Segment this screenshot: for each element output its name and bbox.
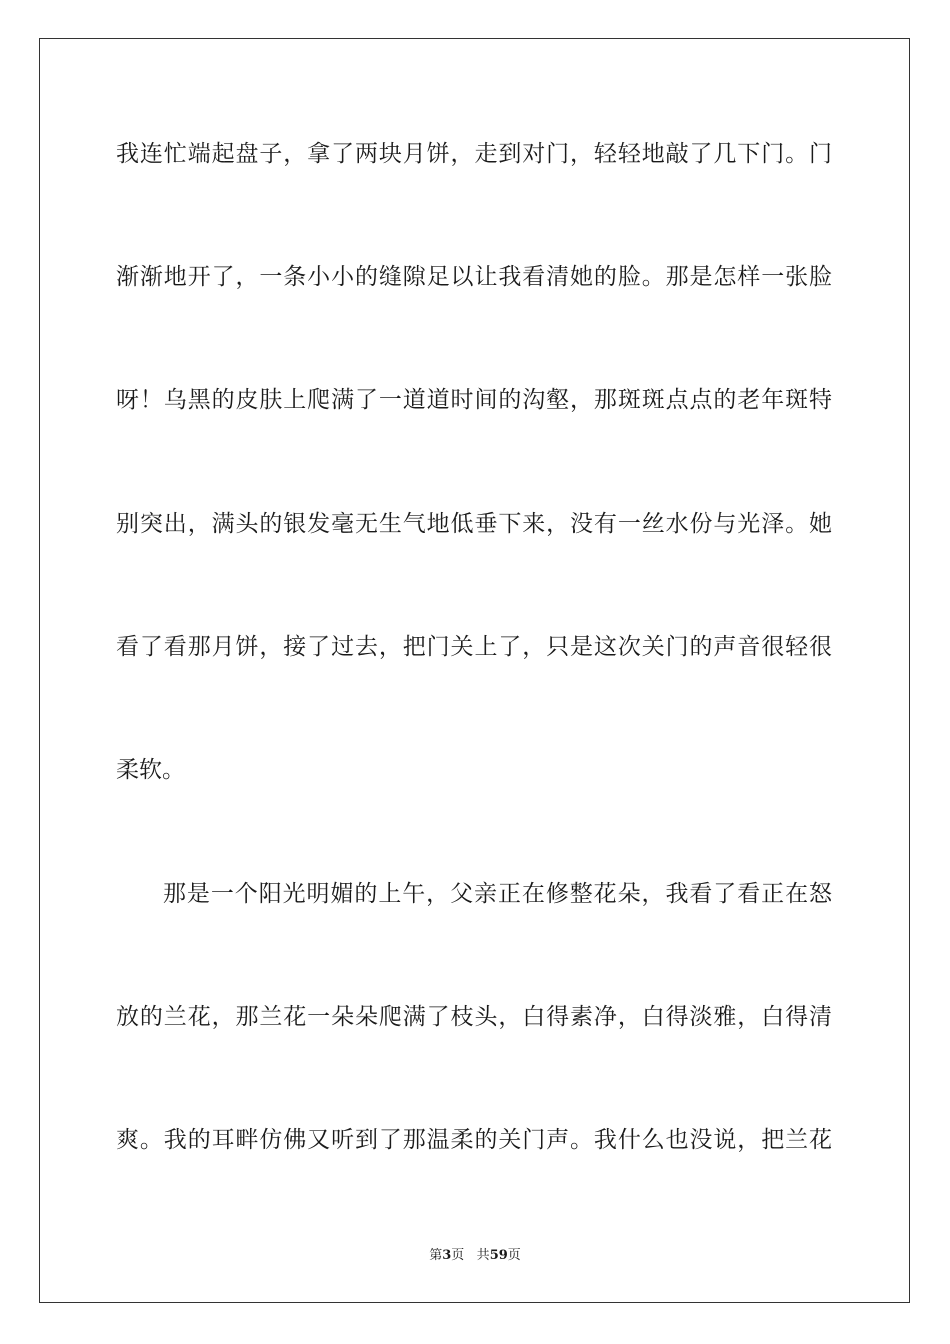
text-line-4: 别突出，满头的银发毫无生气地低垂下来，没有一丝水份与光泽。她 [116, 511, 832, 537]
page-frame [39, 38, 910, 1303]
page-current: 3 [442, 1248, 452, 1263]
page-footer [0, 1247, 950, 1265]
text-line-5: 看了看那月饼，接了过去，把门关上了，只是这次关门的声音很轻很 [116, 634, 832, 660]
text-line-6: 柔软。 [116, 757, 185, 783]
total-unit: 页 [507, 1248, 521, 1263]
page-unit: 页 [451, 1248, 465, 1263]
text-line-2: 渐渐地开了，一条小小的缝隙足以让我看清她的脸。那是怎样一张脸 [116, 264, 832, 290]
page-total: 59 [489, 1248, 508, 1263]
text-line-3: 呀！乌黑的皮肤上爬满了一道道时间的沟壑，那斑斑点点的老年斑特 [116, 387, 832, 413]
text-line-7: 那是一个阳光明媚的上午，父亲正在修整花朵，我看了看正在怒 [163, 881, 832, 907]
text-line-8: 放的兰花，那兰花一朵朵爬满了枝头，白得素净，白得淡雅，白得清 [116, 1004, 832, 1030]
text-line-9: 爽。我的耳畔仿佛又听到了那温柔的关门声。我什么也没说，把兰花 [116, 1127, 832, 1153]
total-prefix: 共 [476, 1248, 490, 1263]
text-line-1: 我连忙端起盘子，拿了两块月饼，走到对门，轻轻地敲了几下门。门 [116, 141, 832, 167]
page-prefix: 第 [429, 1248, 443, 1263]
